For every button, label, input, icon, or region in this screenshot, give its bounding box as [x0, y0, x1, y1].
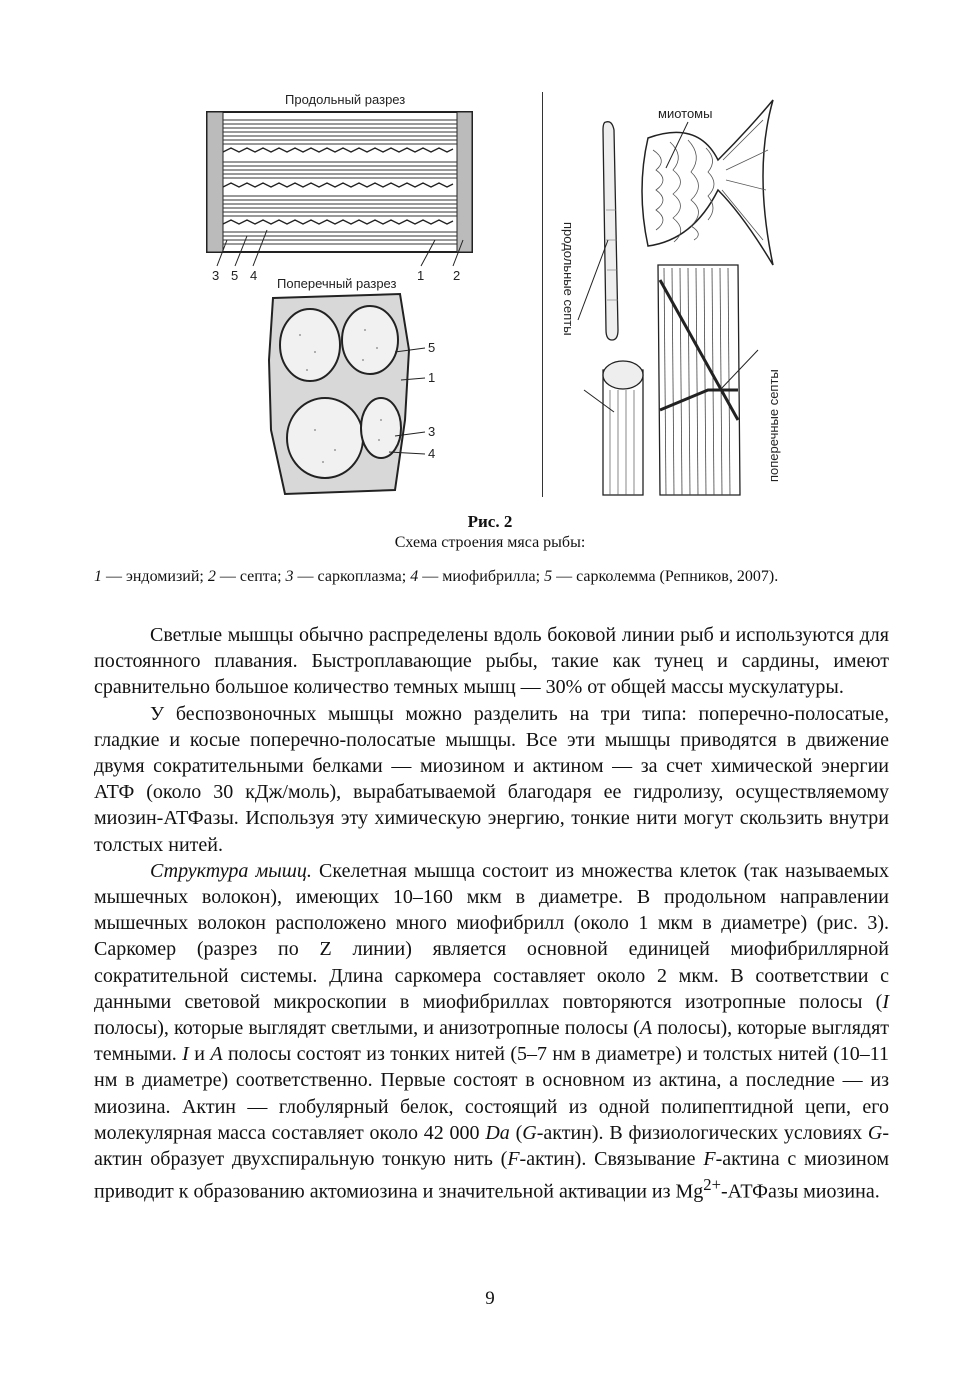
- label-cross-section: Поперечный разрез: [277, 276, 397, 291]
- figure-divider: [542, 92, 543, 497]
- cross-callout-5: 5: [428, 340, 436, 355]
- figure-right-panel: [548, 90, 798, 500]
- p3-seg-k: -АТФазы миозина.: [721, 1180, 880, 1203]
- legend-text-4: — миофибрилла;: [418, 568, 545, 585]
- paragraph-3: [94, 858, 889, 1205]
- cross-callout-4: 4: [428, 446, 436, 461]
- legend-text-3: — саркоплазма;: [293, 568, 411, 585]
- callout-5: 5: [231, 268, 239, 283]
- figure-left-panel: [195, 90, 485, 500]
- body-text: [94, 622, 889, 1205]
- legend-num-2: 2: [207, 568, 216, 585]
- p3-a-band-2: A: [210, 1043, 223, 1066]
- label-longitudinal-section: Продольный разрез: [285, 92, 406, 107]
- figure-caption-title: Рис. 2: [467, 512, 513, 531]
- p3-superscript: 2+: [703, 1175, 722, 1195]
- legend-num-3: 3: [285, 568, 294, 585]
- legend-text-5: — сарколемма (Репников, 2007).: [552, 568, 779, 585]
- p3-i-band: I: [882, 990, 889, 1013]
- p3-seg-f: (: [509, 1121, 523, 1144]
- cross-callout-3: 3: [428, 424, 436, 439]
- p3-g-actin-2: G: [867, 1121, 883, 1144]
- legend-num-1: 1: [94, 568, 102, 585]
- p3-g-actin: G: [522, 1121, 537, 1144]
- p3-da-unit: Da: [485, 1121, 510, 1144]
- figure-caption-subtitle: Схема строения мяса рыбы:: [394, 534, 586, 551]
- label-transverse-septa: поперечные септы: [766, 369, 781, 482]
- longitudinal-septa-drawing: [561, 122, 643, 495]
- p3-seg-b: полосы), которые выглядят светлыми, и анизотропные полосы (: [94, 1017, 640, 1040]
- legend-num-4: 4: [410, 568, 419, 585]
- p3-seg-h: -актин образует двухспиральную тонкую нить (: [94, 1121, 889, 1171]
- longitudinal-section-drawing: [207, 112, 472, 283]
- callout-4: 4: [250, 268, 258, 283]
- p3-seg-g: -актин). В физиологических условиях: [536, 1121, 868, 1144]
- p3-seg-a: Скелетная мышца состоит из множества клеток (так называемых мышечных волокон), имеющих 10–160 мкм в диаметре. В продольном направлении мышечных волокон расположено много миофибрилл (около 1 мкм в диаметре) (рис. 3). Саркомер (разрез по Z линии) является основной единицей миофибриллярной сократительной системы. Длина саркомера составляет около 2 мкм. В соответствии с данными световой микроскопии в миофибриллах повторяются изотропные полосы (: [94, 859, 889, 1013]
- figure-legend: [94, 566, 889, 588]
- p3-f-actin-2: F: [703, 1148, 716, 1171]
- p3-seg-i: -актин). Связывание: [519, 1148, 704, 1171]
- label-longitudinal-septa: продольные септы: [561, 222, 576, 336]
- label-myotomes: миотомы: [658, 106, 713, 121]
- p3-seg-c: полосы), которые выглядят темными.: [94, 1017, 890, 1066]
- paragraph-2: У беспозвоночных мышцы можно разделить на три типа: поперечно-полосатые, гладкие и косые поперечно-полосатые мышцы. Все эти мышцы приводятся в движение двумя сократительными белками — миозином и актином — за счет химической энергии АТФ (около 30 кДж/моль), вырабатываемой благодаря ее гидролизу, осуществляемому миозин-АТФазы. Используя эту химическую энергию, тонкие нити могут скользить внутри толстых нитей.: [94, 702, 889, 856]
- p3-f-actin: F: [507, 1148, 520, 1171]
- p3-seg-j: -актина с миозином приводит к образованию актомиозина и значительной активации из Mg: [94, 1148, 889, 1203]
- p3-seg-d: и: [188, 1043, 211, 1066]
- legend-num-5: 5: [544, 568, 553, 585]
- p3-i-band-2: I: [182, 1043, 189, 1066]
- legend-text-1: — эндомизий;: [102, 568, 208, 585]
- p3-a-band: A: [639, 1017, 653, 1040]
- paragraph-1: Светлые мышцы обычно распределены вдоль боковой линии рыб и используются для постоянного плавания. Быстроплавающие рыбы, такие как тунец и сардины, имеют сравнительно большое количество темных мышц — 30% от общей массы мускулатуры.: [94, 624, 889, 699]
- page-number: 9: [485, 1288, 495, 1309]
- transverse-septa-drawing: [658, 265, 781, 495]
- p3-seg-e: полосы состоят из тонких нитей (5–7 нм в диаметре) и толстых нитей (10–11 нм в диаметре) соответственно. Первые состоят в основном из актина, а последние — из миозина. Актин — глобулярный белок, состоящий из одной полипептидной цепи, его молекулярная масса составляет около 42 000: [94, 1043, 889, 1144]
- legend-text-2: — септа;: [215, 568, 286, 585]
- callout-3: 3: [212, 268, 220, 283]
- fish-tail-drawing: [642, 100, 773, 265]
- cross-callout-1: 1: [428, 370, 436, 385]
- callout-1: 1: [417, 268, 425, 283]
- callout-2: 2: [453, 268, 461, 283]
- cross-section-drawing: [269, 294, 435, 494]
- section-heading-muscle-structure: Структура мышц.: [150, 859, 312, 882]
